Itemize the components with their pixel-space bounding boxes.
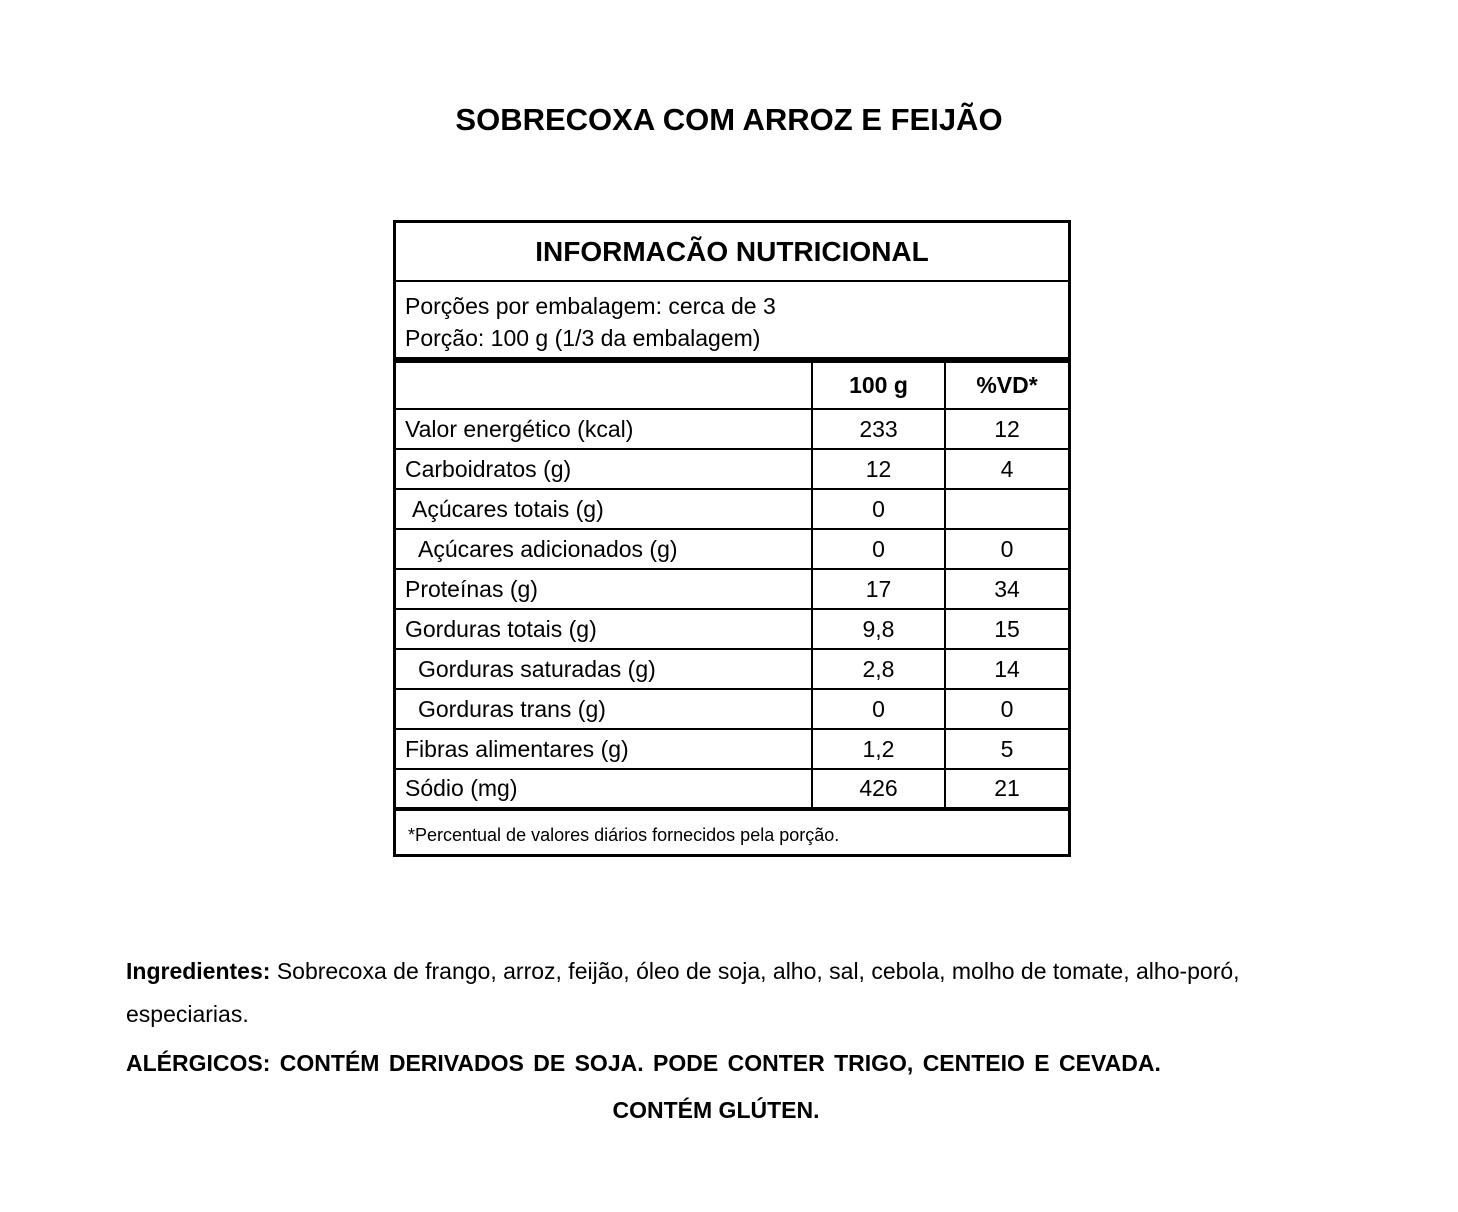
nutrition-facts-panel [393, 220, 1071, 857]
nutrient-daily-value: 4 [945, 449, 1068, 489]
nutrient-name: Gorduras saturadas (g) [396, 649, 812, 689]
table-row [396, 729, 1068, 769]
nutrient-quantity: 12 [812, 449, 945, 489]
nutrient-name: Fibras alimentares (g) [396, 729, 812, 769]
nutrient-quantity: 233 [812, 409, 945, 449]
serving-info [396, 282, 1068, 363]
table-row [396, 489, 1068, 529]
allergen-statement [126, 1040, 1326, 1134]
nutrient-name: Proteínas (g) [396, 569, 812, 609]
table-row [396, 409, 1068, 449]
table-row [396, 649, 1068, 689]
nutrient-name: Sódio (mg) [396, 769, 812, 809]
servings-per-package: Porções por embalagem: cerca de 3 [405, 293, 776, 319]
nutrient-quantity: 0 [812, 529, 945, 569]
product-title: SOBRECOXA COM ARROZ E FEIJÃO [455, 102, 1003, 137]
table-row [396, 569, 1068, 609]
ingredients-statement [126, 950, 1356, 1036]
nutrient-quantity: 17 [812, 569, 945, 609]
ingredients-label: Ingredientes: [126, 958, 271, 984]
nutrient-daily-value: 0 [945, 689, 1068, 729]
nutrient-name: Gorduras totais (g) [396, 609, 812, 649]
gluten-warning: CONTÉM GLÚTEN. [612, 1097, 820, 1123]
nutrient-name: Valor energético (kcal) [396, 409, 812, 449]
table-row [396, 609, 1068, 649]
nutrient-table-header [396, 363, 1068, 409]
table-row [396, 689, 1068, 729]
nutrient-name: Açúcares adicionados (g) [396, 529, 812, 569]
column-header-per-100g: 100 g [812, 363, 945, 409]
nutrient-daily-value: 21 [945, 769, 1068, 809]
nutrient-quantity: 2,8 [812, 649, 945, 689]
nutrient-quantity: 1,2 [812, 729, 945, 769]
nutrient-quantity: 426 [812, 769, 945, 809]
nutrient-daily-value: 0 [945, 529, 1068, 569]
nutrient-daily-value [945, 489, 1068, 529]
nutrient-daily-value: 14 [945, 649, 1068, 689]
allergen-warning: ALÉRGICOS: CONTÉM DERIVADOS DE SOJA. PODE CONTER TRIGO, CENTEIO E CEVADA. [126, 1050, 1161, 1076]
nutrient-name: Açúcares totais (g) [396, 489, 812, 529]
nutrient-name: Carboidratos (g) [396, 449, 812, 489]
nutrient-daily-value: 12 [945, 409, 1068, 449]
nutrient-daily-value: 5 [945, 729, 1068, 769]
nutrient-name: Gorduras trans (g) [396, 689, 812, 729]
nutrition-heading: INFORMACÃO NUTRICIONAL [396, 223, 1068, 282]
nutrient-quantity: 9,8 [812, 609, 945, 649]
table-row [396, 449, 1068, 489]
table-row [396, 529, 1068, 569]
nutrient-quantity: 0 [812, 489, 945, 529]
daily-value-footnote: *Percentual de valores diários fornecidos pela porção. [408, 825, 840, 845]
nutrient-daily-value: 34 [945, 569, 1068, 609]
nutrient-quantity: 0 [812, 689, 945, 729]
nutrient-daily-value: 15 [945, 609, 1068, 649]
table-row [396, 769, 1068, 809]
column-header-nutrient [396, 363, 812, 409]
column-header-daily-value: %VD* [945, 363, 1068, 409]
nutrient-table [396, 363, 1068, 811]
ingredients-text: Sobrecoxa de frango, arroz, feijão, óleo de soja, alho, sal, cebola, molho de tomate, alho-poró, especiarias. [126, 958, 1240, 1027]
serving-size: Porção: 100 g (1/3 da embalagem) [405, 325, 761, 351]
